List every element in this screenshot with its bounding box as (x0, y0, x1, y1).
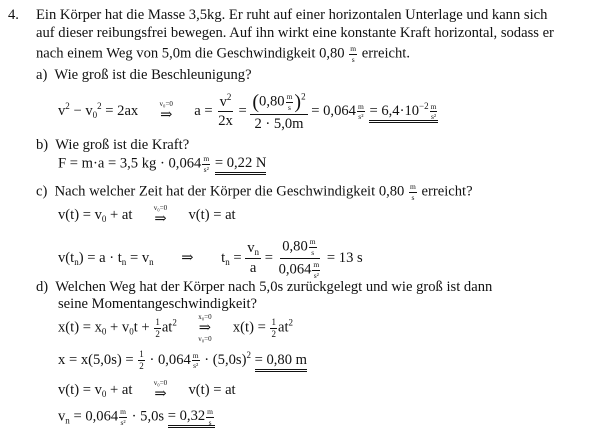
question-d-1: d) Welchen Weg hat der Körper nach 5,0s zurückgelegt und wie groß ist dann (36, 279, 493, 295)
result-d-x: = 0,80 m (255, 352, 307, 372)
implies-arrow: v₀=0 ⇒ (159, 100, 173, 123)
formula-b: F = m·a = 3,5 kg · 0,064 $\frac{m}{\text{s²}}$ = 0,22 N (58, 154, 267, 174)
formula-c-1: $v(t) = v_0$ + at v₀=0 ⇒ v(t) = at (58, 204, 236, 227)
question-c: c) Nach welcher Zeit hat der Körper die Geschwindigkeit 0,80 $\frac{m}{s}$ erreicht? (36, 182, 473, 202)
question-b: b) Wie groß ist die Kraft? (36, 137, 190, 153)
result-b: = 0,22 N (215, 155, 267, 175)
result-d-v: = 0,32 $\frac{m}{s}$ (167, 407, 214, 427)
problem-line-3: nach einem Weg von 5,0m die Geschwindigkeit 0,80 $\frac{m}{s}$ erreicht. (36, 44, 410, 64)
problem-line-2: auf dieser reibungsfrei bewegen. Auf ihn wirkt eine konstante Kraft horizontal, sodass er (36, 25, 554, 41)
formula-d-2: x = x(5,0s) = $\frac{1}{2}$ · 0,064 $\frac{m}{\text{s²}}$ · $(5,0s)^2 = 0,80$ m (58, 349, 308, 371)
formula-c-2: $v(t_n) = a \cdot t_n = v_n$ ⇒ $t_n$ = $\frac{v_n}{a}$ = 0,80 $\frac{m}{s}$ 0,064 $\frac{m}{\text{s²}}$ = 13 s (58, 237, 363, 280)
unit-m-per-s: $\frac{m}{s}$ (350, 44, 357, 64)
question-a: a) Wie groß ist die Beschleunigung? (36, 67, 252, 83)
formula-d-4: $v_n = 0,064$ $\frac{m}{\text{s²}}$ · 5,0s = 0,32 $\frac{m}{s}$ (58, 407, 214, 427)
formula-a: $v^2 - v_0^2 = 2ax$ v₀=0 ⇒ a = $\frac{v^2}{2x}$ = (0,80 $\frac{m}{s}$ )$^2$ 2 · 5,0m = 0,064 $\frac{m}{\text{s²}}$ = $6,4\cdot 10^{-2}$ $\frac{m}{\text{s²}}$ (58, 91, 437, 132)
question-d-2: seine Momentangeschwindigkeit? (58, 296, 257, 312)
formula-d-3: $v(t) = v_0$ + at v₀=0 ⇒ v(t) = at (58, 379, 236, 402)
problem-line-1: Ein Körper hat die Masse 3,5kg. Er ruht auf einer horizontalen Unterlage und kann sich (36, 7, 548, 23)
result-a: = $6,4\cdot 10^{-2}$ $\frac{m}{\text{s²}}$ (369, 101, 437, 122)
problem-number: 4. (8, 7, 19, 23)
formula-d-1: $x(t) = x_0 + v_0t$ + $\frac{1}{2}$ $at^2$ x₀=0 ⇒ v₀=0 x(t) = $\frac{1}{2}$ $at^2$ (58, 313, 294, 343)
